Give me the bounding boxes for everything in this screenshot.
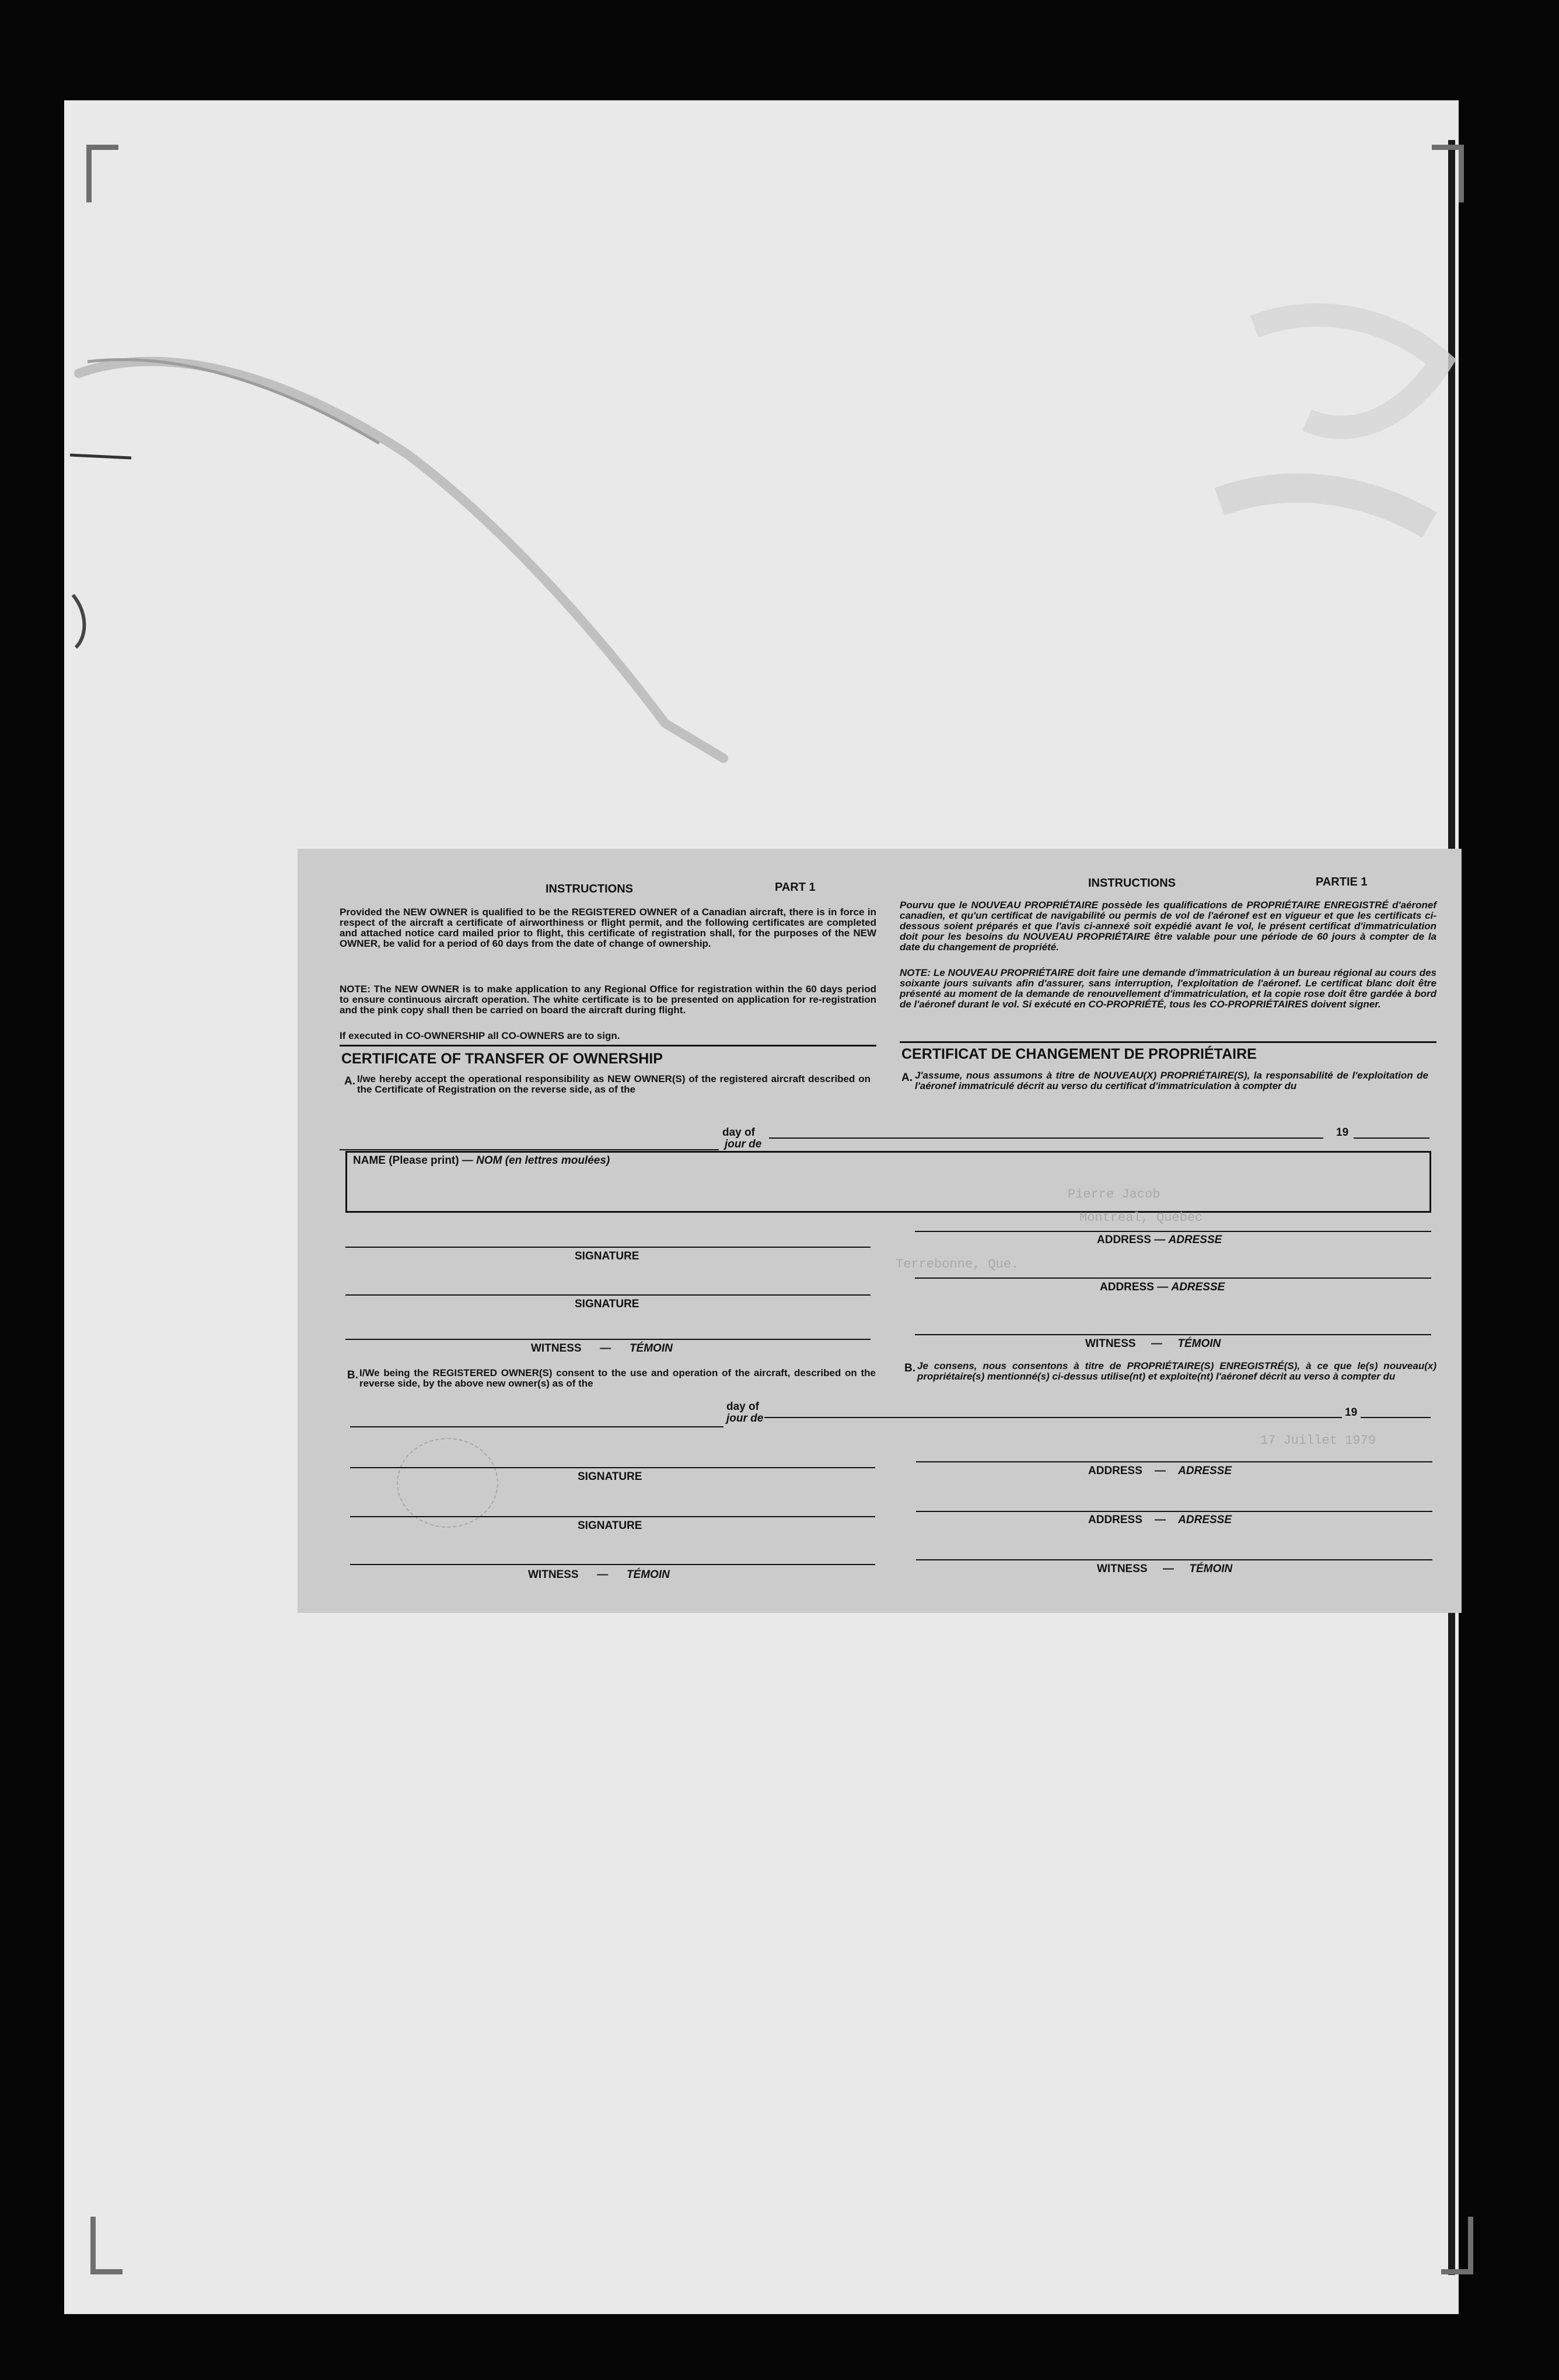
note-text-fr: NOTE: Le NOUVEAU PROPRIÉTAIRE doit faire une demande d'immatriculation à un bureau régional au cours des soixante jours suivants afin d'assurer, sans interruption, l'exploitation de l'aéronef. Le certificat blanc doit être présenté au moment de la demande de renouvellement d'immatriculation, et la copie rose doit être gardée à bord de l'aéronef durant le vol. Si exécuté en CO-PROPRIÉTÉ, tous les CO-PROPRIÉTAIRES doivent signer. <box>900 967 1436 1010</box>
date-line-left[interactable] <box>340 1149 719 1150</box>
bleed-through-text: 17 Juillet 1979 <box>1260 1433 1376 1448</box>
witness-word: WITNESS <box>528 1569 579 1581</box>
dash: — <box>1155 1514 1166 1526</box>
address-label-1 <box>1097 1234 1222 1247</box>
jour-de-label-b: jour de <box>726 1412 764 1424</box>
dash: — <box>1155 1465 1166 1477</box>
address-word: ADDRESS <box>1097 1234 1151 1246</box>
name-label <box>353 1154 610 1167</box>
instructions-text: Provided the NEW OWNER is qualified to be the REGISTERED OWNER of a Canadian aircraft, there is in force in respect of the aircraft a certificate of airworthiness or flight permit, and the following certificates are completed and attached notice card mailed prior to flight, this certificate of registration shall, for the purposes of the NEW OWNER, be valid for a period of 60 days from the date of change of ownership. <box>340 907 876 949</box>
address-line-4[interactable] <box>916 1511 1432 1512</box>
address-word: ADDRESS <box>1100 1281 1154 1293</box>
address-label-3 <box>1088 1465 1232 1478</box>
embossed-seal <box>397 1438 498 1528</box>
part-label-fr: PARTIE 1 <box>1316 876 1368 888</box>
signature-label-4: SIGNATURE <box>578 1520 642 1532</box>
dash: — <box>1162 1563 1174 1575</box>
witness-label-a <box>531 1342 673 1355</box>
certificate-title-fr: CERTIFICAT DE CHANGEMENT DE PROPRIÉTAIRE <box>901 1046 1257 1062</box>
certificate-title: CERTIFICATE OF TRANSFER OF OWNERSHIP <box>341 1051 663 1067</box>
signature-label-3: SIGNATURE <box>578 1471 642 1483</box>
day-of-label-b: day of <box>726 1401 759 1413</box>
day-of-label: day of <box>722 1126 755 1139</box>
instructions-heading: INSTRUCTIONS <box>546 883 633 895</box>
bleed-through-text: Pierre Jacob <box>1068 1187 1160 1202</box>
temoin-word: TÉMOIN <box>626 1569 670 1581</box>
instructions-text-fr: Pourvu que le NOUVEAU PROPRIÉTAIRE possède les qualifications de PROPRIÉTAIRE ENREGISTRÉ d'aéronef canadien, et qu'un certificat de navigabilité ou permis de vol de l'aéronef est en vigueur et que les certificats ci-dessous soient préparés et que l'avis ci-annexé soit expédié avant le vol, le présent certificat d'immatriculation doit pour les besoins du NOUVEAU PROPRIÉTAIRE être valable pour une période de 60 jours à compter de la date du changement de propriété. <box>900 900 1436 953</box>
witness-line-a[interactable] <box>345 1339 871 1340</box>
witness-word: WITNESS <box>1085 1338 1136 1350</box>
witness-line-b[interactable] <box>350 1564 875 1565</box>
address-word: ADDRESS <box>1088 1514 1142 1526</box>
temoin-word: TÉMOIN <box>1189 1563 1233 1575</box>
witness-line-b-fr[interactable] <box>916 1559 1432 1560</box>
section-a-text-fr: J'assume, nous assumons à titre de NOUVEAU(X) PROPRIÉTAIRE(S), la responsabilité de l'exploitation de l'aéronef immatriculé décrit au verso du certificat d'immatriculation à compter du <box>915 1070 1428 1091</box>
signature-line-4[interactable] <box>350 1516 875 1517</box>
section-b-letter-fr: B. <box>904 1362 915 1374</box>
address-word: ADDRESS <box>1088 1465 1142 1477</box>
section-b-text: I/We being the REGISTERED OWNER(S) consent to the use and operation of the aircraft, described on the reverse side, by the above new owner(s) as of the <box>359 1367 876 1389</box>
date-line-left-b[interactable] <box>350 1426 723 1427</box>
signature-line-2[interactable] <box>345 1294 871 1296</box>
year-line[interactable] <box>1354 1138 1429 1139</box>
dash: — <box>1154 1234 1166 1246</box>
adresse-word: ADRESSE <box>1178 1465 1232 1477</box>
witness-word: WITNESS <box>1097 1563 1148 1575</box>
section-a-letter-fr: A. <box>901 1072 913 1084</box>
temoin-word: TÉMOIN <box>1177 1338 1221 1350</box>
bleed-through-text: Montreal, Quebec <box>1079 1210 1203 1225</box>
witness-line-a-fr[interactable] <box>915 1334 1431 1335</box>
ownership-transfer-form <box>298 849 1462 1613</box>
signature-label-2: SIGNATURE <box>575 1298 639 1310</box>
note-text: NOTE: The NEW OWNER is to make application to any Regional Office for registration within the 60 days period to ensure continuous aircraft operation. The white certificate is to be presented on application for re-registration and the pink copy shall then be carried on board the aircraft during flight. <box>340 984 876 1016</box>
instructions-heading-fr: INSTRUCTIONS <box>1088 877 1176 890</box>
year-prefix: 19 <box>1336 1126 1349 1139</box>
section-b-text-fr: Je consens, nous consentons à titre de PROPRIÉTAIRE(S) ENREGISTRÉ(S), à ce que le(s) nouveau(x) propriétaire(s) mentionné(s) ci-dessus utilise(nt) et exploite(nt) l'aéronef décrit au verso à compter du <box>917 1360 1436 1382</box>
witness-word: WITNESS <box>531 1342 582 1354</box>
dash: — <box>597 1569 609 1581</box>
name-label-en: NAME (Please print) — <box>353 1154 473 1167</box>
address-label-2 <box>1100 1281 1225 1294</box>
address-line-1[interactable] <box>915 1231 1431 1232</box>
temoin-word: TÉMOIN <box>629 1342 673 1354</box>
signature-line-1[interactable] <box>345 1247 871 1248</box>
dash: — <box>1151 1338 1162 1350</box>
witness-label-b-fr <box>1097 1563 1232 1576</box>
name-label-fr: NOM (en lettres moulées) <box>476 1154 610 1167</box>
jour-de-label: jour de <box>725 1138 762 1150</box>
year-line-b[interactable] <box>1361 1417 1431 1418</box>
signature-label-1: SIGNATURE <box>575 1250 639 1262</box>
date-line-right[interactable] <box>769 1138 1323 1139</box>
coowners-text: If executed in CO-OWNERSHIP all CO-OWNERS are to sign. <box>340 1030 620 1041</box>
divider <box>340 1045 876 1046</box>
bleed-through-text: Terrebonne, Que. <box>896 1257 1019 1272</box>
address-line-3[interactable] <box>916 1461 1432 1462</box>
date-line-right-b[interactable] <box>764 1417 1342 1418</box>
address-label-4 <box>1088 1514 1232 1527</box>
witness-label-a-fr <box>1085 1338 1221 1350</box>
dash: — <box>600 1342 611 1354</box>
address-line-2[interactable] <box>915 1278 1431 1279</box>
divider-fr <box>900 1041 1436 1043</box>
adresse-word: ADRESSE <box>1171 1281 1225 1293</box>
section-a-letter: A. <box>344 1075 355 1087</box>
part-label: PART 1 <box>775 881 816 894</box>
adresse-word: ADRESSE <box>1178 1514 1232 1526</box>
section-b-letter: B. <box>347 1369 358 1381</box>
section-a-text: I/we hereby accept the operational responsibility as NEW OWNER(S) of the registered aircraft described on the Certificate of Registration on the reverse side, as of the <box>357 1073 871 1095</box>
signature-line-3[interactable] <box>350 1467 875 1468</box>
adresse-word: ADRESSE <box>1168 1234 1222 1246</box>
year-prefix-b: 19 <box>1345 1406 1358 1419</box>
dash: — <box>1157 1281 1169 1293</box>
witness-label-b <box>528 1569 670 1581</box>
